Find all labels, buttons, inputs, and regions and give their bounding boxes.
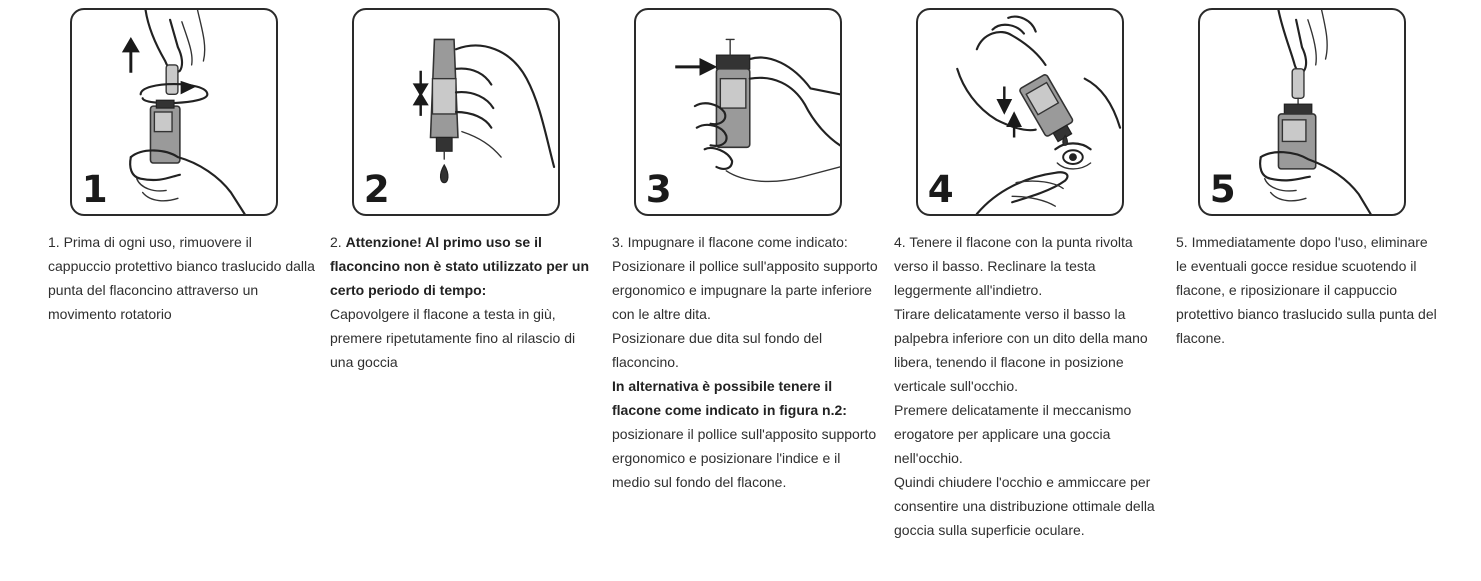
replace-cap-illustration [1200, 10, 1404, 214]
step-3-fingers: Posizionare due dita sul fondo del flaconcino. [612, 330, 823, 370]
step-3-alternative-instruction: posizionare il pollice sull'apposito supporto ergonomico e posizionare l'indice e il medio sul fondo del flacone. [612, 426, 877, 490]
step-2-lead: 2. [330, 234, 346, 250]
step-3-intro: 3. Impugnare il flacone come indicato: [612, 234, 848, 250]
step-2-number: 2 [363, 167, 390, 212]
step-4-illustration [916, 8, 1124, 216]
step-1-number: 1 [81, 167, 108, 212]
step-4-text [894, 230, 1164, 542]
step-2-paragraph [330, 230, 600, 302]
step-5-number: 5 [1209, 167, 1236, 212]
step-3-alternative-title: In alternativa è possibile tenere il flacone come indicato in figura n.2: [612, 378, 847, 418]
step-3-alternative [612, 374, 882, 422]
upside-down-bottle-illustration [354, 10, 558, 214]
step-4-number: 4 [927, 167, 954, 212]
step-1-text [48, 230, 318, 326]
step-1-paragraph: 1. Prima di ogni uso, rimuovere il cappuccio protettivo bianco traslucido dalla punta del flaconcino attraverso un movimento rotatorio [48, 234, 315, 322]
step-4-press: Premere delicatamente il meccanismo erogatore per applicare una goccia nell'occhio. [894, 402, 1132, 466]
step-4-eyelid: Tirare delicatamente verso il basso la palpebra inferiore con un dito della mano libera, tenendo il flacone in posizione verticale sull'occhio. [894, 306, 1148, 394]
step-2-warning: Attenzione! Al primo uso se il flaconcino non è stato utilizzato per un certo periodo di tempo: [330, 234, 590, 298]
apply-drop-illustration [918, 10, 1122, 214]
step-3-illustration [634, 8, 842, 216]
step-2-instruction: Capovolgere il flacone a testa in giù, premere ripetutamente fino al rilascio di una goccia [330, 306, 576, 370]
step-3-number: 3 [645, 167, 672, 212]
step-3-text [612, 230, 882, 494]
step-5-text [1176, 230, 1438, 350]
step-4-blink: Quindi chiudere l'occhio e ammiccare per consentire una distribuzione ottimale della goccia sulla superficie oculare. [894, 474, 1155, 538]
step-3-thumb: Posizionare il pollice sull'apposito supporto ergonomico e impugnare la parte inferiore con le altre dita. [612, 258, 878, 322]
step-2-text [330, 230, 600, 374]
grip-bottle-illustration [636, 10, 840, 214]
step-1-illustration [70, 8, 278, 216]
step-5-illustration [1198, 8, 1406, 216]
step-4-position: 4. Tenere il flacone con la punta rivolta verso il basso. Reclinare la testa leggermente all'indietro. [894, 234, 1133, 298]
step-2-illustration [352, 8, 560, 216]
remove-cap-illustration [72, 10, 276, 214]
step-5-paragraph: 5. Immediatamente dopo l'uso, eliminare le eventuali gocce residue scuotendo il flacone, e riposizionare il cappuccio protettivo bianco traslucido sulla punta del flacone. [1176, 234, 1437, 346]
